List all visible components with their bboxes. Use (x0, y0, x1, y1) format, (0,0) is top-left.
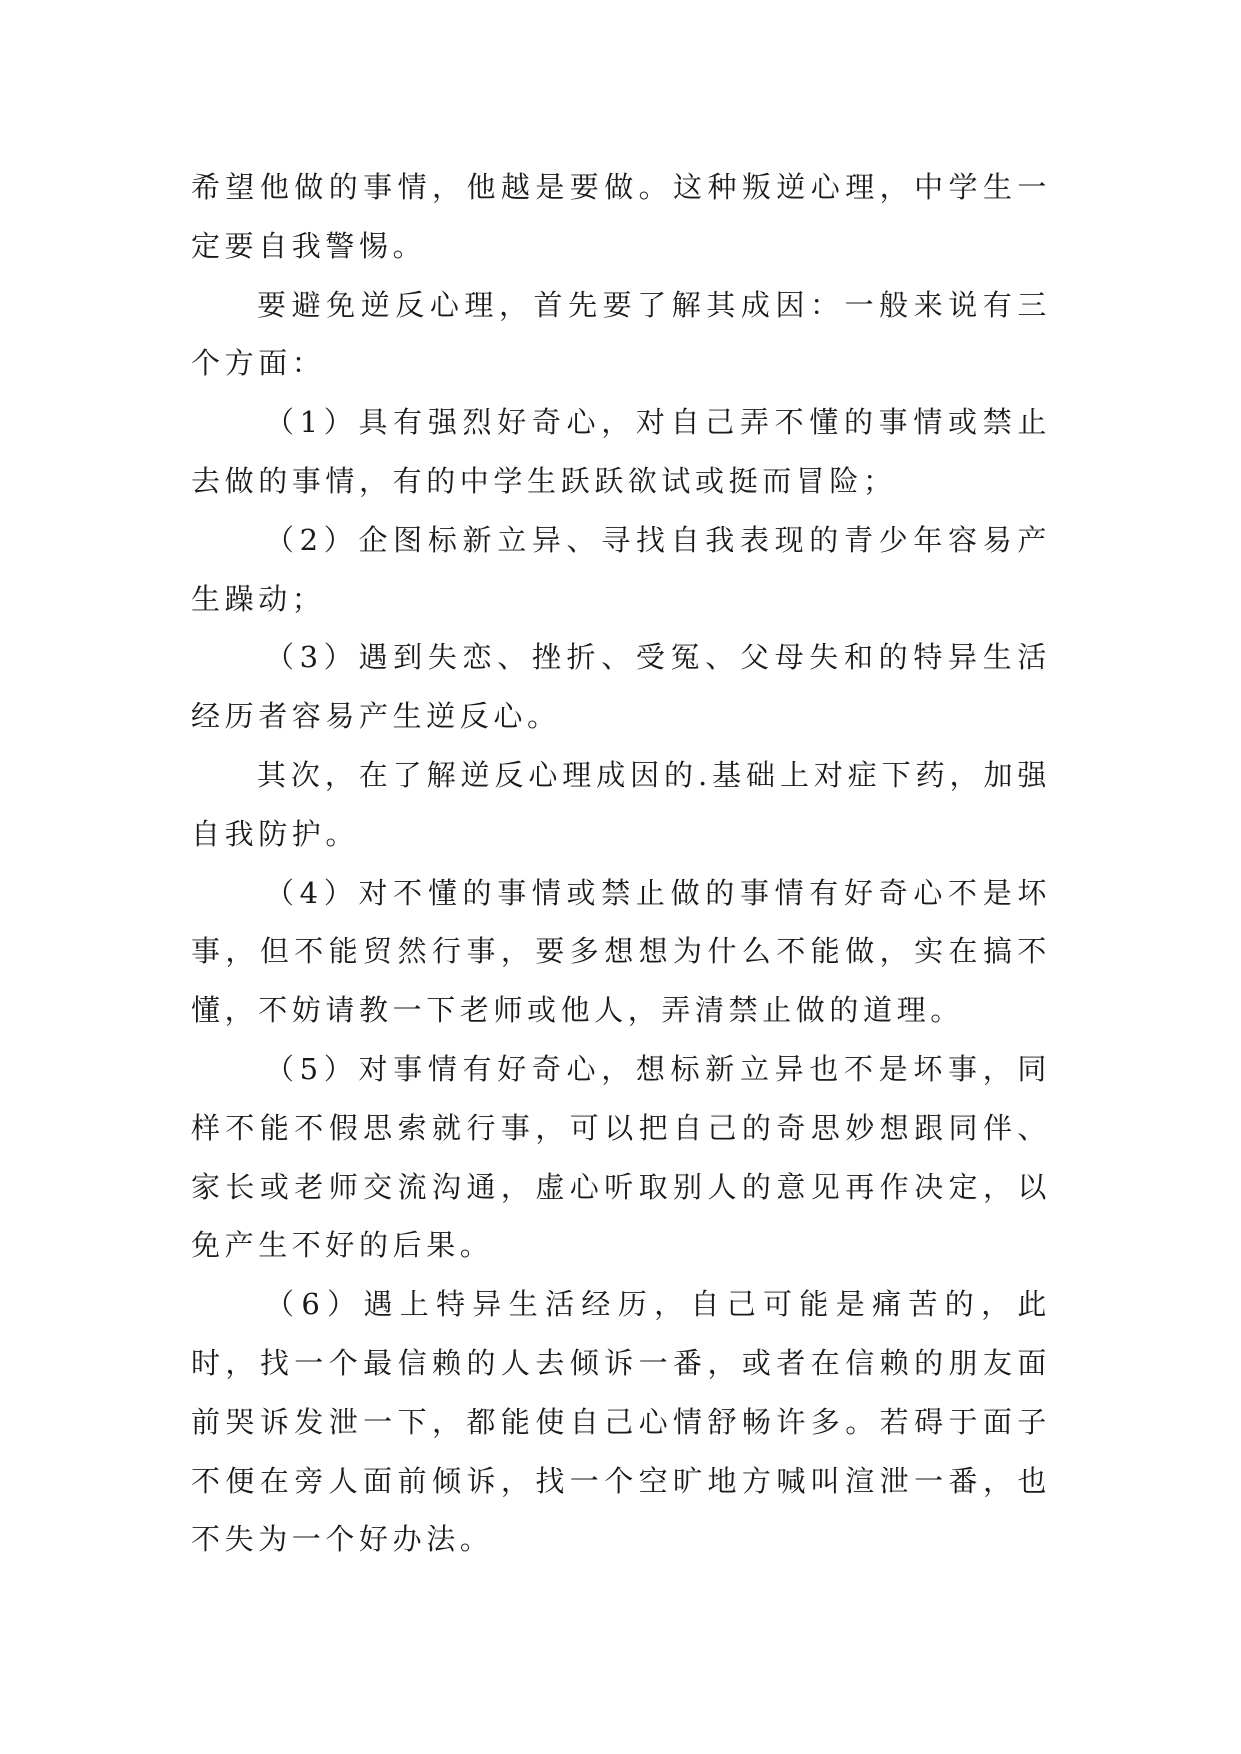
paragraph-item-5: （5）对事情有好奇心，想标新立异也不是坏事，同样不能不假思索就行事，可以把自己的奇思妙想跟同伴、家长或老师交流沟通，虚心听取别人的意见再作决定，以免产生不好的后果。 (191, 1051, 1051, 1263)
paragraph-item-6: （6）遇上特异生活经历，自己可能是痛苦的，此时，找一个最信赖的人去倾诉一番，或者在信赖的朋友面前哭诉发泄一下，都能使自己心情舒畅许多。若碍于面子不便在旁人面前倾诉，找一个空旷地方喊叫渲泄一番，也不失为一个好办法。 (191, 1287, 1051, 1557)
paragraph-item-1: （1）具有强烈好奇心，对自己弄不懂的事情或禁止去做的事情，有的中学生跃跃欲试或挺而冒险； (191, 405, 1051, 498)
paragraph-item-2: （2）企图标新立异、寻找自我表现的青少年容易产生躁动； (191, 522, 1051, 616)
paragraph-item-4: （4）对不懂的事情或禁止做的事情有好奇心不是坏事，但不能贸然行事，要多想想为什么不能做，实在搞不懂，不妨请教一下老师或他人，弄清禁止做的道理。 (191, 875, 1051, 1028)
paragraph-item-3: （3）遇到失恋、挫折、受冤、父母失和的特异生活经历者容易产生逆反心。 (191, 640, 1051, 734)
paragraph-remedy-intro: 其次，在了解逆反心理成因的.基础上对症下药，加强自我防护。 (191, 757, 1051, 851)
paragraph-causes-intro: 要避免逆反心理，首先要了解其成因：一般来说有三个方面： (191, 287, 1051, 381)
document-body (191, 158, 1051, 1569)
paragraph-continuation: 希望他做的事情，他越是要做。这种叛逆心理，中学生一定要自我警惕。 (191, 170, 1051, 263)
